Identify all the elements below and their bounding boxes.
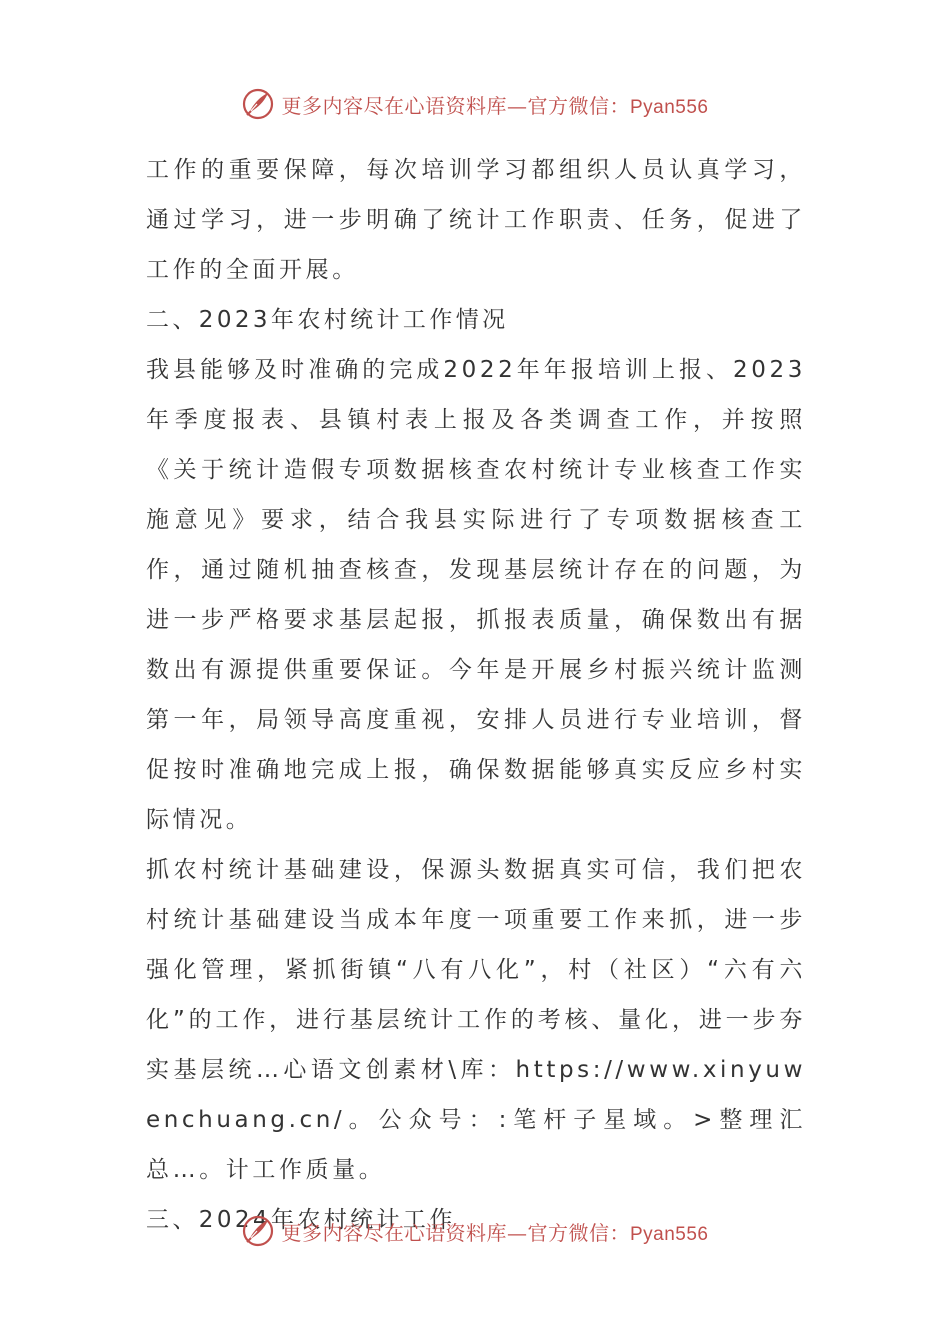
paragraph-3-text: 抓农村统计基础建设，保源头数据真实可信，我们把农村统计基础建设当成本年度一项重要工作来抓，进一步强化管理，紧抓街镇“八有八化”，村（社区）“六有六化”的工作，进行基层统计工作的考核、量化，进一步夯实基层统 bbox=[146, 857, 806, 1083]
header-wechat-id: Pyan556 bbox=[629, 96, 709, 118]
watermark-inline-text: …心语文创素材\库：https:// bbox=[255, 1057, 627, 1083]
quill-logo-icon bbox=[241, 1214, 275, 1248]
paragraph-2: 我县能够及时准确的完成2022年年报培训上报、2023年季度报表、县镇村表上报及各类调查工作，并按照《关于统计造假专项数据核查农村统计专业核查工作实施意见》要求，结合我县实际进行了专项数据核查工作，通过随机抽查核查，发现基层统计存在的问题，为进一步严格要求基层起报，抓报表质量，确保数出有据数出有源提供重要保证。今年是开展乡村振兴统计监测第一年，局领导高度重视，安排人员进行专业培训，督促按时准确地完成上报，确保数据能够真实反应乡村实际情况。 bbox=[146, 357, 806, 833]
header-banner bbox=[0, 82, 950, 126]
footer-banner-text: 更多内容尽在心语资料库—官方微信：Pyan556 bbox=[281, 1220, 709, 1245]
section-heading-3: 三、2024年农村统计工作 bbox=[146, 1207, 456, 1233]
section-heading-2: 二、2023年农村统计工作情况 bbox=[146, 307, 509, 333]
paragraph-1: 工作的重要保障，每次培训学习都组织人员认真学习，通过学习，进一步明确了统计工作职责、任务，促进了工作的全面开展。 bbox=[146, 157, 806, 283]
paragraph-3 bbox=[146, 845, 806, 1195]
footer-banner bbox=[0, 1209, 950, 1253]
footer-wechat-id: Pyan556 bbox=[629, 1223, 709, 1245]
document-body bbox=[146, 145, 806, 1245]
quill-logo-icon bbox=[241, 87, 275, 121]
header-banner-text: 更多内容尽在心语资料库—官方微信：Pyan556 bbox=[281, 93, 709, 118]
watermark-url-text: www.xinyuwenchuang.cn/。公众号：:笔杆子星域。>整理汇总…。计工作质量。 bbox=[146, 1057, 806, 1183]
